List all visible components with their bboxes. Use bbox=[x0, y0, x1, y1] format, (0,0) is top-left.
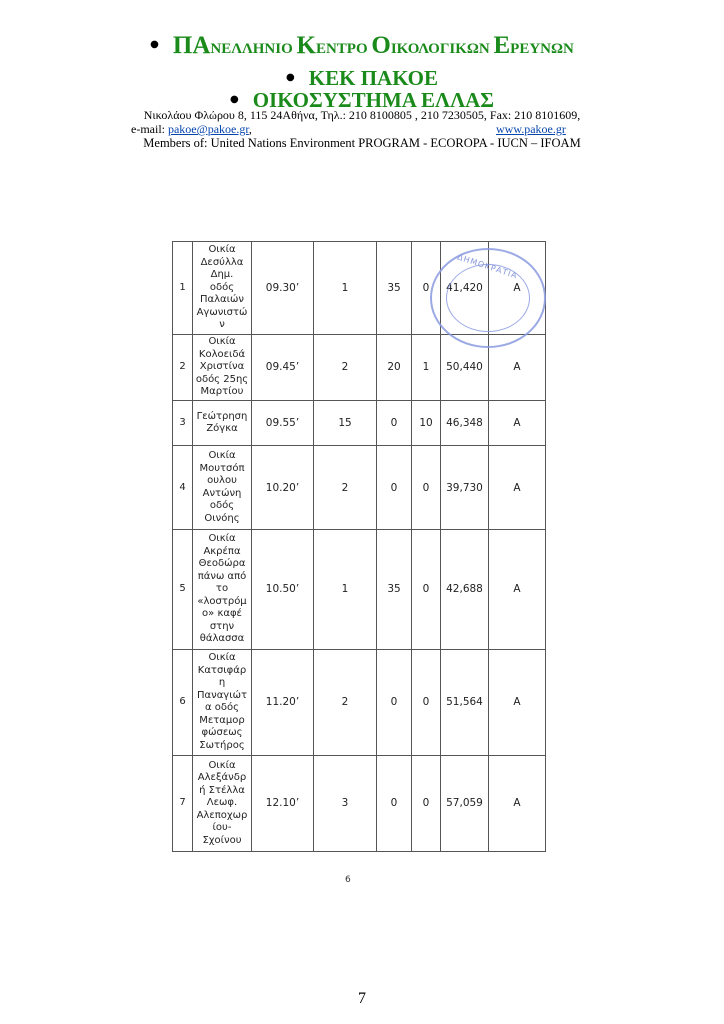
location-line: «λοστρόμ bbox=[197, 595, 247, 607]
count-cell: 2 bbox=[314, 649, 377, 755]
location-line: Οικία bbox=[208, 244, 236, 256]
location-line: οδός 25ης bbox=[195, 373, 249, 385]
time-cell: 09.30’ bbox=[252, 242, 314, 335]
org-subtitle-ecosystem: ΟΙΚΟΣΥΣΤΗΜΑ ΕΛΛΑΣ bbox=[252, 88, 495, 112]
location-line: Δημ. bbox=[210, 269, 234, 281]
grade-cell: A bbox=[489, 242, 546, 335]
grade-cell: A bbox=[489, 649, 546, 755]
location-line: Σωτήρος bbox=[199, 739, 245, 751]
location-line: Θεοδώρα bbox=[198, 558, 246, 570]
location-line: Οικία bbox=[208, 652, 236, 664]
location-line: Παλαιών bbox=[200, 294, 244, 306]
location-line: Αλεξάνδρ bbox=[197, 772, 247, 784]
location-line: πάνω από bbox=[197, 570, 247, 582]
time-cell: 11.20’ bbox=[252, 649, 314, 755]
table-row bbox=[173, 755, 546, 851]
count-cell: 0 bbox=[377, 400, 412, 446]
count-cell: 0 bbox=[377, 446, 412, 530]
grade-cell: A bbox=[489, 446, 546, 530]
email-label: e-mail: bbox=[131, 122, 165, 136]
count-cell: 2 bbox=[314, 446, 377, 530]
location-cell bbox=[193, 335, 252, 401]
location-cell bbox=[193, 400, 252, 446]
org-name-rest: ΕΝΤΡΟ bbox=[315, 41, 372, 57]
location-line: ν bbox=[219, 319, 225, 331]
value-cell: 51,564 bbox=[441, 649, 489, 755]
location-line: Δεσύλλα bbox=[200, 256, 244, 268]
count-cell: 0 bbox=[377, 649, 412, 755]
row-number-cell: 4 bbox=[173, 446, 193, 530]
location-line: α οδός bbox=[205, 702, 239, 714]
org-name-initial: Ε bbox=[493, 32, 511, 59]
count-cell: 35 bbox=[377, 530, 412, 649]
time-cell: 12.10’ bbox=[252, 755, 314, 851]
table-row bbox=[173, 400, 546, 446]
bullet-icon: ● bbox=[229, 94, 239, 106]
location-line: Μεταμορ bbox=[199, 714, 245, 726]
count-cell: 1 bbox=[314, 242, 377, 335]
org-name-rest: ΝΕΛΛΗΝΙΟ bbox=[210, 41, 297, 57]
official-stamp bbox=[430, 248, 546, 348]
value-cell: 39,730 bbox=[441, 446, 489, 530]
grade-cell: A bbox=[489, 530, 546, 649]
time-cell: 09.55’ bbox=[252, 400, 314, 446]
org-name-initial: Ο bbox=[371, 32, 391, 59]
org-name-rest: ΡΕΥΝΩΝ bbox=[510, 41, 574, 57]
time-cell: 10.20’ bbox=[252, 446, 314, 530]
grade-cell: A bbox=[489, 400, 546, 446]
location-line: Οικία bbox=[208, 450, 236, 462]
count-cell: 1 bbox=[412, 335, 441, 401]
page-number: 7 bbox=[358, 990, 366, 1007]
count-cell: 0 bbox=[377, 755, 412, 851]
org-name bbox=[173, 32, 574, 59]
count-cell: 0 bbox=[412, 649, 441, 755]
location-line: Κολοειδά bbox=[198, 348, 246, 360]
bullet-icon: ● bbox=[150, 39, 159, 51]
count-cell: 0 bbox=[412, 446, 441, 530]
table-row bbox=[173, 649, 546, 755]
location-line: Οινόης bbox=[204, 512, 240, 524]
location-line: Μαρτίου bbox=[200, 386, 244, 398]
website-line bbox=[496, 122, 566, 136]
count-cell: 35 bbox=[377, 242, 412, 335]
table-row bbox=[173, 446, 546, 530]
address-line: Νικολάου Φλώρου 8, 115 24Αθήνα, Τηλ.: 210 8100805 , 210 7230505, Fax: 210 8101609, bbox=[143, 108, 581, 122]
time-cell: 10.50’ bbox=[252, 530, 314, 649]
location-line: Μουτσόπ bbox=[199, 462, 245, 474]
location-line: Κατσιφάρ bbox=[197, 664, 247, 676]
org-name-line bbox=[0, 30, 724, 65]
org-name-initial: ΠΑ bbox=[172, 32, 211, 59]
location-line: η bbox=[218, 677, 226, 689]
location-line: στην bbox=[209, 620, 235, 632]
location-line: Παναγιώτ bbox=[197, 689, 247, 701]
website-link[interactable]: www.pakoe.gr bbox=[496, 122, 566, 136]
location-line: Αντώνη bbox=[202, 487, 242, 499]
location-cell bbox=[193, 649, 252, 755]
count-cell: 1 bbox=[314, 530, 377, 649]
email-suffix: , bbox=[248, 122, 252, 136]
value-cell: 41,420 bbox=[441, 242, 489, 335]
location-line: Λεωφ. bbox=[206, 797, 238, 809]
location-line: ο» καφέ bbox=[202, 608, 242, 620]
email-line bbox=[131, 122, 252, 136]
stamp-text: ΔΗΜΟΚΡΑΤΙΑ bbox=[456, 252, 519, 281]
row-number-cell: 5 bbox=[173, 530, 193, 649]
location-line: Αγωνιστώ bbox=[196, 306, 248, 318]
location-line: οδός bbox=[209, 500, 235, 512]
count-cell: 10 bbox=[412, 400, 441, 446]
location-line: Σχοίνου bbox=[202, 834, 242, 846]
members-line: Members of: United Nations Environment PROGRAM - ECOROPA - IUCN – IFOAM bbox=[143, 136, 581, 150]
location-line: οδός bbox=[209, 281, 235, 293]
grade-cell: A bbox=[489, 335, 546, 401]
location-cell bbox=[193, 446, 252, 530]
location-line: ή Στέλλα bbox=[199, 784, 245, 796]
row-number-cell: 6 bbox=[173, 649, 193, 755]
location-line: Οικία bbox=[208, 533, 236, 545]
grade-cell: A bbox=[489, 755, 546, 851]
value-cell: 42,688 bbox=[441, 530, 489, 649]
email-link[interactable]: pakoe@pakoe.gr bbox=[167, 122, 249, 136]
row-number-cell: 1 bbox=[173, 242, 193, 335]
scanned-page-number: 6 bbox=[345, 875, 351, 885]
count-cell: 0 bbox=[412, 530, 441, 649]
location-line: Γεώτρηση bbox=[196, 410, 248, 422]
location-line: Οικία bbox=[208, 336, 236, 348]
org-subtitle-kek: ΚΕΚ ΠΑΚΟΕ bbox=[308, 66, 438, 90]
count-cell: 15 bbox=[314, 400, 377, 446]
count-cell: 20 bbox=[377, 335, 412, 401]
value-cell: 46,348 bbox=[441, 400, 489, 446]
location-line: φώσεως bbox=[201, 727, 243, 739]
location-line: το bbox=[215, 583, 229, 595]
location-line: ουλου bbox=[207, 475, 237, 487]
location-line: ίου- bbox=[212, 822, 232, 834]
org-name-rest: ΙΚΟΛΟΓΙΚΩΝ bbox=[390, 41, 494, 57]
table-row bbox=[173, 530, 546, 649]
value-cell: 50,440 bbox=[441, 335, 489, 401]
location-line: Αλεποχωρ bbox=[196, 809, 248, 821]
count-cell: 0 bbox=[412, 242, 441, 335]
time-cell: 09.45’ bbox=[252, 335, 314, 401]
count-cell: 0 bbox=[412, 755, 441, 851]
value-cell: 57,059 bbox=[441, 755, 489, 851]
bullet-icon: ● bbox=[286, 72, 295, 84]
location-cell bbox=[193, 242, 252, 335]
location-line: Ακρέπα bbox=[203, 545, 241, 557]
count-cell: 3 bbox=[314, 755, 377, 851]
location-line: θάλασσα bbox=[199, 633, 245, 645]
location-cell bbox=[193, 530, 252, 649]
location-line: Χριστίνα bbox=[199, 361, 245, 373]
row-number-cell: 2 bbox=[173, 335, 193, 401]
org-name-initial: Κ bbox=[296, 32, 316, 59]
location-line: Ζόγκα bbox=[206, 423, 238, 435]
location-cell bbox=[193, 755, 252, 851]
row-number-cell: 7 bbox=[173, 755, 193, 851]
location-line: Οικία bbox=[208, 759, 236, 771]
row-number-cell: 3 bbox=[173, 400, 193, 446]
count-cell: 2 bbox=[314, 335, 377, 401]
